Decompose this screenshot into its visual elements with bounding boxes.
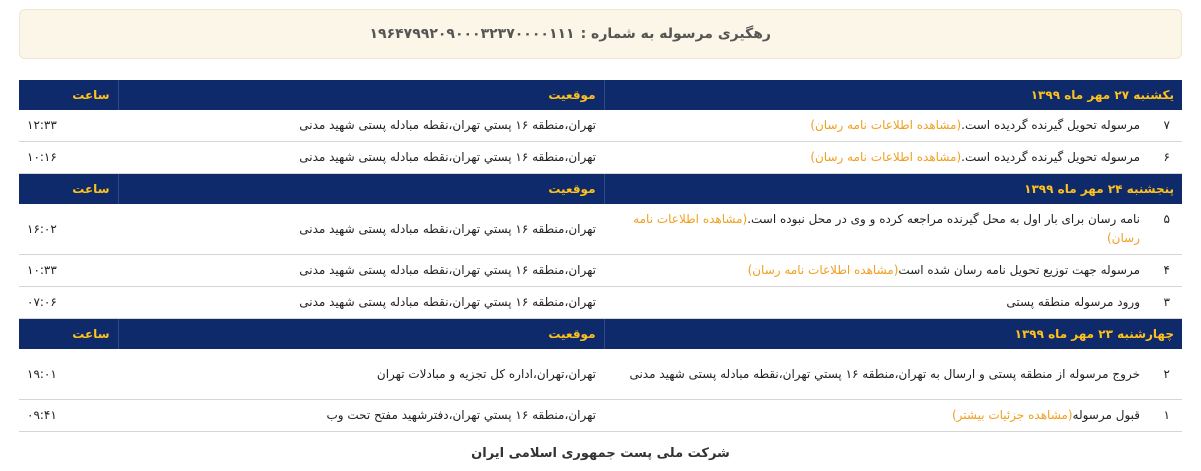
tracking-number: ۱۹۶۴۷۹۹۲۰۹۰۰۰۳۲۳۷۰۰۰۰۱۱۱ [369,26,575,42]
details-link[interactable]: (مشاهده جزئیات بیشتر) [951,408,1073,422]
day-header-row [19,80,1182,110]
day-date: چهارشنبه ۲۳ مهر ماه ۱۳۹۹ [604,319,1182,350]
event-time: ۰۹:۴۱ [19,400,118,432]
event-text: مرسوله تحویل گیرنده گردیده است. [961,118,1140,132]
table-row [19,287,1182,319]
event-location: تهران،منطقه ۱۶ پستي تهران،نقطه مبادله پستی شهید مدنی [118,110,604,142]
table-row [19,400,1182,432]
event-location: تهران،منطقه ۱۶ پستي تهران،نقطه مبادله پستی شهید مدنی [118,204,604,255]
table-row [19,255,1182,287]
event-description-cell [604,204,1182,255]
table-row [19,204,1182,255]
day-date: یکشنبه ۲۷ مهر ماه ۱۳۹۹ [604,80,1182,110]
event-description [612,293,1140,312]
event-index: ۶ [1163,150,1170,164]
event-time: ۱۰:۳۳ [19,255,118,287]
event-description-cell [604,142,1182,174]
time-column-header: ساعت [19,174,118,205]
location-column-header: موقعیت [118,319,604,350]
day-date: پنجشنبه ۲۴ مهر ماه ۱۳۹۹ [604,174,1182,205]
event-index: ۳ [1163,295,1170,309]
event-description [612,261,1140,280]
tracking-header [19,9,1182,59]
event-text: مرسوله تحویل گیرنده گردیده است. [961,150,1140,164]
event-location: تهران،منطقه ۱۶ پستي تهران،دفترشهید مفتح تحت وب [118,400,604,432]
tracking-title: رهگیری مرسوله به شماره : [580,26,771,42]
event-time: ۱۶:۰۲ [19,204,118,255]
event-time: ۱۲:۳۳ [19,110,118,142]
details-link[interactable]: (مشاهده اطلاعات نامه رسان) [810,118,962,132]
event-location: تهران،منطقه ۱۶ پستي تهران،نقطه مبادله پستی شهید مدنی [118,287,604,319]
event-index: ۱ [1163,408,1170,422]
event-index: ۵ [1163,212,1170,226]
details-link[interactable]: (مشاهده اطلاعات نامه رسان) [747,263,899,277]
event-description [612,210,1140,248]
event-index: ۴ [1163,263,1170,277]
event-description-cell [604,110,1182,142]
event-description [612,116,1140,135]
location-column-header: موقعیت [118,80,604,110]
table-row [19,110,1182,142]
details-link[interactable]: (مشاهده اطلاعات نامه رسان) [810,150,962,164]
event-description [612,406,1140,425]
time-column-header: ساعت [19,80,118,110]
event-time: ۱۹:۰۱ [19,349,118,400]
table-row [19,142,1182,174]
event-description-cell [604,255,1182,287]
event-index: ۲ [1163,366,1170,381]
time-column-header: ساعت [19,319,118,350]
event-text: مرسوله جهت توزیع تحویل نامه رسان شده است [898,263,1140,277]
event-text: نامه رسان برای بار اول به محل گیرنده مراجعه کرده و وی در محل نبوده است. [747,212,1140,226]
event-location: تهران،تهران،اداره کل تجزیه و مبادلات تهران [118,349,604,400]
event-location: تهران،منطقه ۱۶ پستي تهران،نقطه مبادله پستی شهید مدنی [118,255,604,287]
event-text: قبول مرسوله [1072,408,1140,422]
event-description [612,148,1140,167]
event-time: ۰۷:۰۶ [19,287,118,319]
day-header-row [19,319,1182,350]
table-row [19,349,1182,400]
details-link[interactable]: (مشاهده اطلاعات نامه رسان) [633,212,1140,245]
event-description-cell [604,287,1182,319]
tracking-table [19,80,1182,432]
event-index: ۷ [1163,118,1170,132]
location-column-header: موقعیت [118,174,604,205]
event-location: تهران،منطقه ۱۶ پستي تهران،نقطه مبادله پستی شهید مدنی [118,142,604,174]
event-description [612,365,1140,384]
event-description-cell [604,400,1182,432]
event-time: ۱۰:۱۶ [19,142,118,174]
event-text: خروج مرسوله از منطقه پستی و ارسال به تهران،منطقه ۱۶ پستي تهران،نقطه مبادله پستی شهید مدنی [629,366,1140,381]
footer-text: شرکت ملی پست جمهوری اسلامی ایران [471,446,730,461]
day-header-row [19,174,1182,205]
event-description-cell [604,349,1182,400]
event-text: ورود مرسوله منطقه پستی [1006,295,1140,309]
